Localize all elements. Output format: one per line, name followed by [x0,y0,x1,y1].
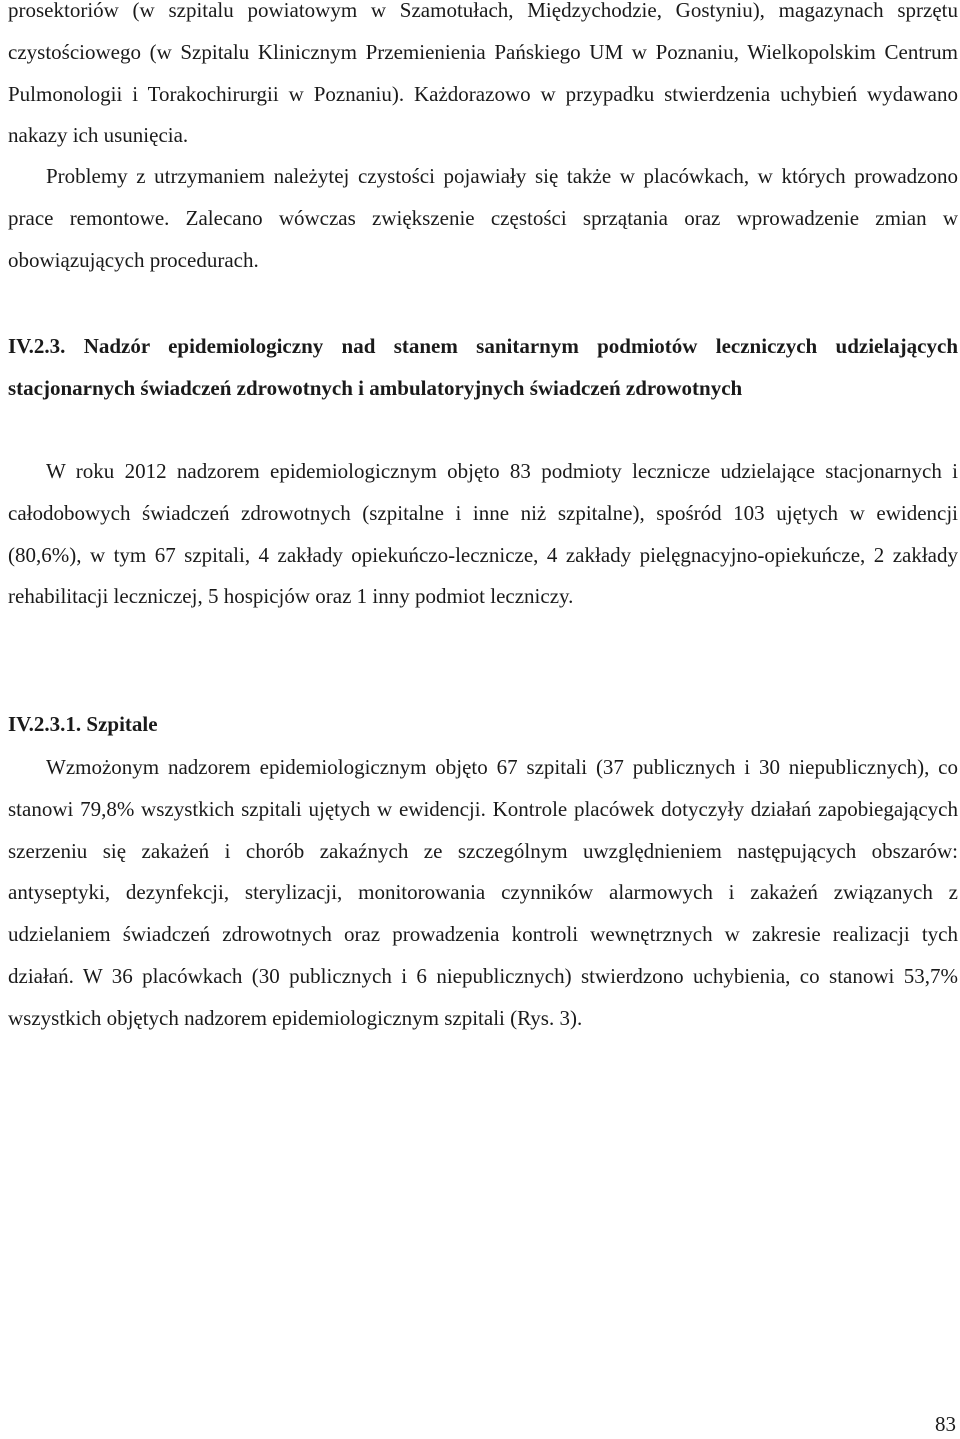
section-body-iv-2-3-1: Wzmożonym nadzorem epidemiologicznym objęto 67 szpitali (37 publicznych i 30 niepublicznych), co stanowi 79,8% wszystkich szpitali ujętych w ewidencji. Kontrole placówek dotyczyły działań zapobiegających szerzeniu się zakażeń i chorób zakaźnych ze szczególnym uwzględnieniem następujących obszarów: antyseptyki, dezynfekcji, sterylizacji, monitorowania czynników alarmowych i zakażeń związanych z udzielaniem świadczeń zdrowotnych oraz prowadzenia kontroli wewnętrznych w zakresie realizacji tych działań. W 36 placówkach (30 publicznych i 6 niepublicznych) stwierdzono uchybienia, co stanowi 53,7% wszystkich objętych nadzorem epidemiologicznym szpitali (Rys. 3). [8,755,958,1030]
section-number: IV.2.3. [8,334,66,358]
subsection-title: Szpitale [86,712,158,736]
intro-paragraph-2: Problemy z utrzymaniem należytej czystości pojawiały się także w placówkach, w których prowadzono prace remontowe. Zalecano wówczas zwiększenie częstości sprzątania oraz wprowadzenie zmian w obowiązujących procedurach. [8,164,958,272]
section-heading-iv-2-3 [8,326,958,410]
page-number: 83 [935,1412,956,1436]
section-body-iv-2-3: W roku 2012 nadzorem epidemiologicznym objęto 83 podmioty lecznicze udzielające stacjonarnych i całodobowych świadczeń zdrowotnych (szpitalne i inne niż szpitalne), spośród 103 ujętych w ewidencji (80,6%), w tym 67 szpitali, 4 zakłady opiekuńczo-lecznicze, 4 zakłady pielęgnacyjno-opiekuńcze, 2 zakłady rehabilitacji leczniczej, 5 hospicjów oraz 1 inny podmiot leczniczy. [8,459,958,609]
section-heading-iv-2-3-1 [8,704,958,746]
section-title: Nadzór epidemiologiczny nad stanem sanitarnym podmiotów leczniczych udzielających stacjonarnych świadczeń zdrowotnych i ambulatoryjnych świadczeń zdrowotnych [8,334,958,400]
subsection-number: IV.2.3.1. [8,712,82,736]
intro-paragraph-1: prosektoriów (w szpitalu powiatowym w Szamotułach, Międzychodzie, Gostyniu), magazynach sprzętu czystościowego (w Szpitalu Klinicznym Przemienienia Pańskiego UM w Poznaniu, Wielkopolskim Centrum Pulmonologii i Torakochirurgii w Poznaniu). Każdorazowo w przypadku stwierdzenia uchybień wydawano nakazy ich usunięcia. [8,0,958,148]
